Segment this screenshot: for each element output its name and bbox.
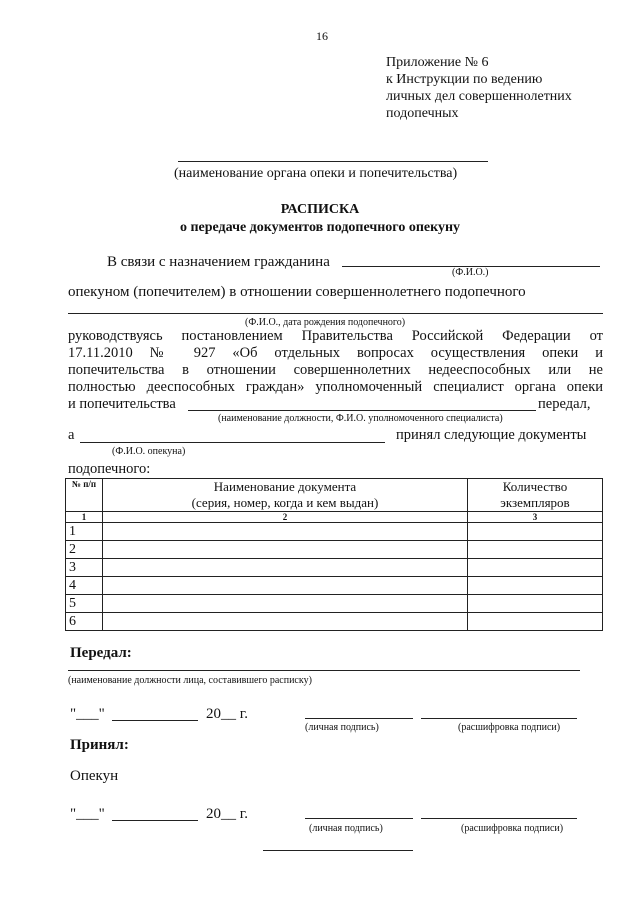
count-cell[interactable] bbox=[468, 541, 603, 559]
table-row bbox=[66, 541, 603, 559]
guardian-caption: (Ф.И.О. опекуна) bbox=[112, 446, 186, 457]
header-count bbox=[468, 479, 603, 512]
document-cell[interactable] bbox=[103, 559, 468, 577]
appendix-line: к Инструкции по ведению bbox=[386, 72, 543, 87]
appendix-line: личных дел совершеннолетних bbox=[386, 89, 572, 104]
date-month-line bbox=[112, 820, 198, 821]
col-number: 1 bbox=[66, 512, 103, 523]
table-header-row bbox=[66, 479, 603, 512]
table-row bbox=[66, 595, 603, 613]
transferred-position-line bbox=[68, 670, 580, 671]
header-document-sub: (серия, номер, когда и кем выдан) bbox=[191, 495, 379, 510]
body-line-2: опекуном (попечителем) в отношении совершеннолетнего подопечного bbox=[68, 284, 526, 300]
closing-line bbox=[263, 850, 413, 851]
table-row bbox=[66, 523, 603, 541]
header-document-title: Наименование документа bbox=[213, 479, 357, 494]
paragraph-line: принял следующие документы bbox=[396, 427, 587, 443]
row-number: 5 bbox=[66, 595, 103, 613]
row-number: 2 bbox=[66, 541, 103, 559]
date-year: 20__ г. bbox=[206, 806, 248, 822]
decode-caption: (расшифровка подписи) bbox=[461, 823, 564, 834]
decode-caption: (расшифровка подписи) bbox=[458, 722, 561, 733]
document-title: РАСПИСКА bbox=[280, 202, 360, 217]
paragraph-line: и попечительства bbox=[68, 396, 176, 412]
header-number: № п/п bbox=[66, 479, 103, 512]
received-role: Опекун bbox=[70, 768, 119, 784]
document-cell[interactable] bbox=[103, 523, 468, 541]
fio-caption: (Ф.И.О.) bbox=[452, 267, 489, 278]
header-count-sub: экземпляров bbox=[500, 495, 570, 510]
paragraph-line: подопечного: bbox=[68, 461, 151, 477]
paragraph-line: руководствуясь постановлением Правительства Российской Федерации от bbox=[68, 328, 603, 344]
date-day: "___" bbox=[70, 806, 105, 822]
organ-line bbox=[178, 161, 488, 162]
row-number: 4 bbox=[66, 577, 103, 595]
received-label: Принял: bbox=[70, 737, 129, 753]
paragraph-line: а bbox=[68, 427, 75, 443]
table-row bbox=[66, 613, 603, 631]
transferred-caption: (наименование должности лица, составившего расписку) bbox=[68, 675, 312, 686]
document-cell[interactable] bbox=[103, 595, 468, 613]
table-row bbox=[66, 577, 603, 595]
date-month-line bbox=[112, 720, 198, 721]
header-document bbox=[103, 479, 468, 512]
signature-caption: (личная подпись) bbox=[309, 823, 383, 834]
guardian-line bbox=[80, 442, 385, 443]
ward-name-line bbox=[68, 313, 603, 314]
decode-line bbox=[421, 718, 577, 719]
appendix-block bbox=[386, 54, 616, 122]
decode-line bbox=[421, 818, 577, 819]
transferred-label: Передал: bbox=[70, 645, 132, 661]
appendix-line: подопечных bbox=[386, 106, 459, 121]
document-cell[interactable] bbox=[103, 541, 468, 559]
col-number: 2 bbox=[103, 512, 468, 523]
specialist-line bbox=[188, 410, 536, 411]
body-line-1: В связи с назначением гражданина bbox=[107, 254, 330, 270]
table-column-numbers bbox=[66, 512, 603, 523]
specialist-caption: (наименование должности, Ф.И.О. уполномоченного специалиста) bbox=[218, 413, 503, 424]
count-cell[interactable] bbox=[468, 523, 603, 541]
count-cell[interactable] bbox=[468, 577, 603, 595]
documents-table bbox=[65, 478, 603, 631]
count-cell[interactable] bbox=[468, 559, 603, 577]
date-day: "___" bbox=[70, 706, 105, 722]
row-number: 1 bbox=[66, 523, 103, 541]
document-cell[interactable] bbox=[103, 613, 468, 631]
appendix-line: Приложение № 6 bbox=[386, 55, 489, 70]
document-subtitle: о передаче документов подопечного опекуну bbox=[179, 220, 461, 235]
paragraph-line: попечительства в отношении совершеннолетних недееспособных или не bbox=[68, 362, 603, 378]
row-number: 6 bbox=[66, 613, 103, 631]
table-row bbox=[66, 559, 603, 577]
ward-caption: (Ф.И.О., дата рождения подопечного) bbox=[245, 317, 406, 328]
count-cell[interactable] bbox=[468, 595, 603, 613]
document-cell[interactable] bbox=[103, 577, 468, 595]
signature-line bbox=[305, 818, 413, 819]
row-number: 3 bbox=[66, 559, 103, 577]
header-count-title: Количество bbox=[502, 479, 568, 494]
page-number: 16 bbox=[316, 29, 328, 43]
count-cell[interactable] bbox=[468, 613, 603, 631]
paragraph-line: 17.11.2010 № 927 «Об отдельных вопросах осуществления опеки и bbox=[68, 345, 603, 361]
organ-caption: (наименование органа опеки и попечительства) bbox=[174, 166, 458, 181]
signature-line bbox=[305, 718, 413, 719]
signature-caption: (личная подпись) bbox=[305, 722, 379, 733]
paragraph-line: полностью дееспособных граждан» уполномоченный специалист органа опеки bbox=[68, 379, 603, 395]
paragraph-line: передал, bbox=[538, 396, 591, 412]
col-number: 3 bbox=[468, 512, 603, 523]
date-year: 20__ г. bbox=[206, 706, 248, 722]
